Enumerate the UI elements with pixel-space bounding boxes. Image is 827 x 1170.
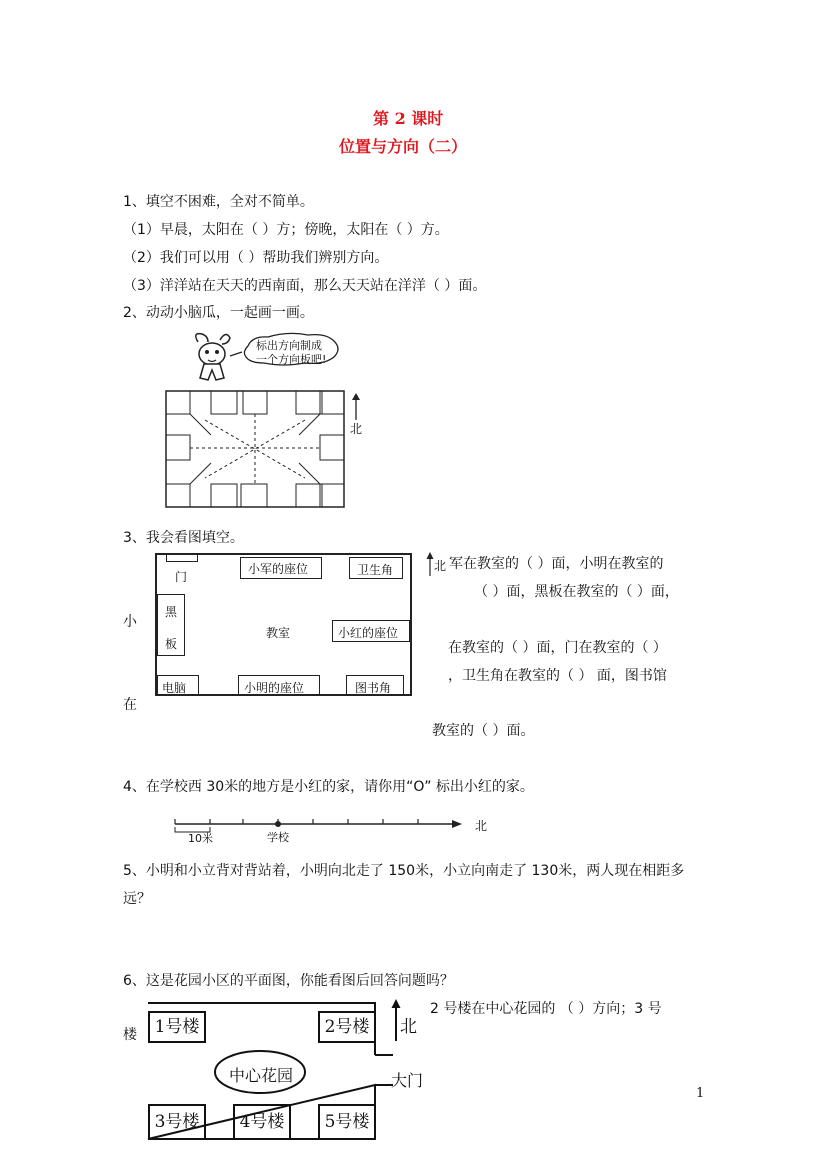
q5-line-2: 远？ — [123, 891, 151, 907]
door-label: 门 — [175, 570, 188, 584]
xiaojun-seat-label: 小军的座位 — [248, 562, 309, 576]
blackboard-label-1: 黑 — [165, 605, 178, 619]
page-number: 1 — [696, 1086, 705, 1101]
number-line-diagram — [170, 810, 470, 838]
q3-stem: 3、我会看图填空。 — [123, 530, 244, 546]
q6-north-label: 北 — [400, 1017, 417, 1037]
north-arrow-icon — [350, 392, 362, 422]
q3-line-1: 军在教室的（ ）面，小明在教室的 — [449, 556, 664, 572]
lesson-subtitle: 位置与方向（二） — [339, 137, 468, 156]
q3-left-1: 小 — [123, 614, 137, 630]
scale-label: 10米 — [188, 832, 213, 845]
classroom-label: 教室 — [266, 626, 291, 640]
q4-north-label: 北 — [475, 819, 488, 833]
building-3-label: 3号楼 — [154, 1112, 200, 1132]
q4-stem: 4、在学校西 30米的地方是小红的家，请你用“O” 标出小红的家。 — [123, 779, 534, 795]
q1-item-1: （1）早晨，太阳在（ ）方；傍晚，太阳在（ ）方。 — [123, 222, 449, 238]
building-2 — [318, 1011, 376, 1043]
xiaoming-seat-label: 小明的座位 — [244, 681, 305, 695]
q3-left-2: 在 — [123, 697, 137, 713]
direction-board-diagram — [165, 390, 345, 510]
central-garden-label: 中心花园 — [229, 1066, 294, 1085]
q2-stem: 2、动动小脑瓜，一起画一画。 — [123, 305, 314, 321]
building-5-label: 5号楼 — [324, 1112, 370, 1132]
bubble-text-1: 标出方向制成 — [256, 339, 322, 352]
blackboard-label-2: 板 — [165, 637, 178, 651]
q3-north-label: 北 — [434, 559, 447, 573]
building-3 — [148, 1104, 206, 1140]
building-2-label: 2号楼 — [324, 1017, 370, 1037]
q5-line-1: 5、小明和小立背对背站着，小明向北走了 150米，小立向南走了 130米，两人现在相距多 — [123, 863, 685, 879]
q3-line-3: 在教室的（ ）面，门在教室的（ ） — [448, 640, 667, 656]
school-label: 学校 — [267, 831, 289, 844]
computer-label: 电脑 — [162, 681, 187, 695]
q1-stem: 1、填空不困难，全对不简单。 — [123, 194, 314, 210]
q3-line-5: 教室的（ ）面。 — [432, 723, 535, 739]
building-5 — [318, 1104, 376, 1140]
building-4-label: 4号楼 — [239, 1112, 285, 1132]
xiaohong-seat-label: 小红的座位 — [338, 626, 399, 640]
building-4 — [233, 1104, 291, 1140]
q1-item-3: （3）洋洋站在天天的西南面，那么天天站在洋洋（ ）面。 — [123, 278, 487, 294]
q6-stem: 6、这是花园小区的平面图，你能看图后回答问题吗？ — [123, 973, 454, 989]
wc-corner-label: 卫生角 — [357, 563, 394, 577]
lesson-title: 第 2 课时 — [373, 109, 444, 128]
q3-line-4: ，卫生角在教室的（ ） 面，图书馆 — [448, 668, 667, 684]
building-1-label: 1号楼 — [154, 1017, 200, 1037]
q1-item-2: （2）我们可以用（ ）帮助我们辨别方向。 — [123, 250, 389, 266]
building-1 — [148, 1011, 206, 1043]
bubble-text-2: 一个方向板吧! — [256, 353, 327, 366]
library-label: 图书角 — [355, 681, 392, 695]
main-gate-label: 大门 — [391, 1071, 424, 1090]
q6-left-label: 楼 — [123, 1027, 137, 1043]
q6-line-1: 2 号楼在中心花园的 （ ）方向；3 号 — [430, 1001, 662, 1017]
door-cell — [166, 553, 198, 562]
q2-north-label: 北 — [350, 422, 363, 436]
q3-line-2: （ ）面，黑板在教室的（ ）面， — [474, 584, 679, 600]
